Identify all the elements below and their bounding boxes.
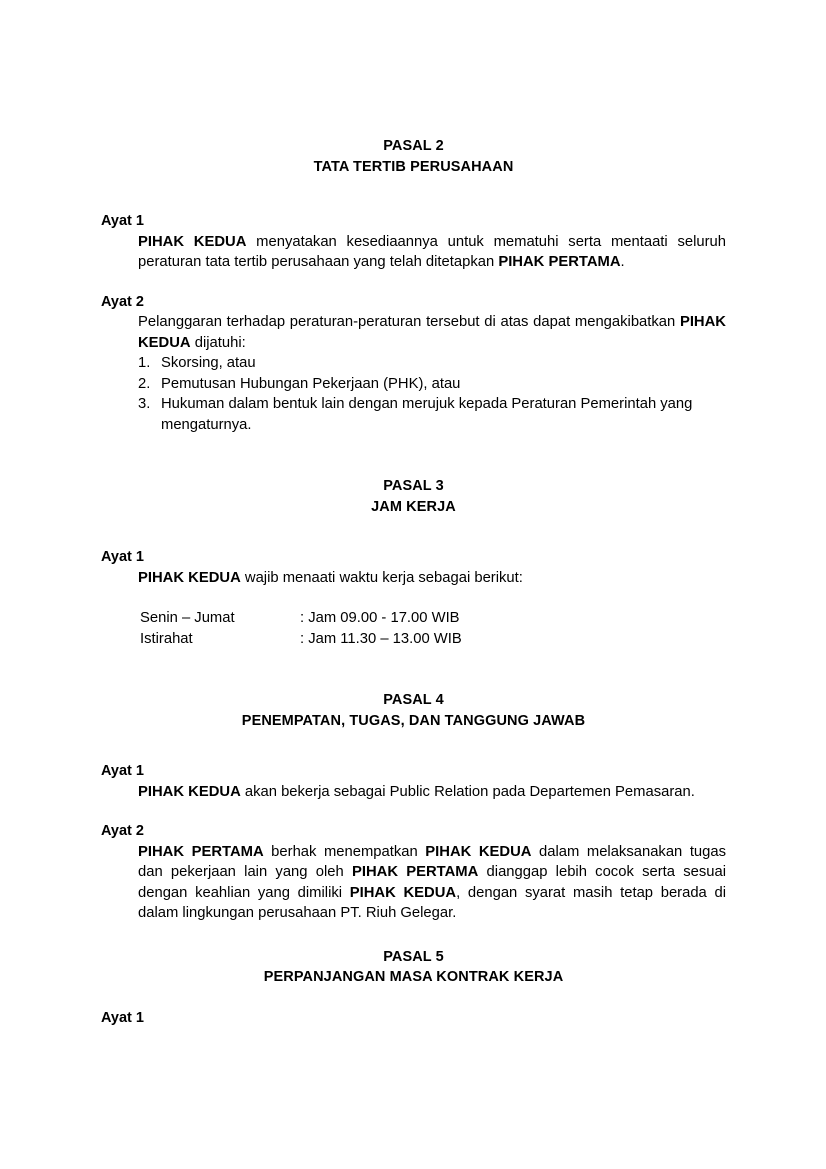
clause-body-pasal4-ayat2	[101, 842, 726, 924]
clause-label-pasal5-ayat1: Ayat 1	[101, 1009, 144, 1026]
section-heading-pasal-5	[101, 947, 726, 988]
work-hours-time-value: : Jam 11.30 – 13.00 WIB	[300, 630, 462, 647]
work-hours-day-label: Senin – Jumat	[140, 610, 235, 626]
heading-pasal-number: PASAL 3	[383, 478, 444, 494]
clause-label-pasal4-ayat2: Ayat 2	[101, 823, 144, 839]
body-text: .	[620, 254, 625, 270]
body-text: dianggap lebih cocok serta sesuai dengan keahlian yang dimiliki	[138, 864, 726, 901]
section-heading-pasal-2	[101, 136, 726, 177]
clause-label-pasal2-ayat1: Ayat 1	[101, 213, 144, 229]
emphasis-text: PIHAK KEDUA	[138, 314, 726, 351]
list-item-text: Skorsing, atau	[161, 355, 256, 371]
clause-body-pasal2-ayat2	[101, 312, 726, 353]
clause-body-pasal2-ayat1	[101, 232, 726, 273]
heading-pasal-title: PERPANJANGAN MASA KONTRAK KERJA	[263, 969, 564, 985]
emphasis-text: PIHAK KEDUA	[138, 783, 241, 800]
section-heading-pasal-4	[101, 690, 726, 731]
body-text: dijatuhi:	[190, 334, 246, 351]
clause-label-pasal2-ayat2: Ayat 2	[101, 293, 144, 310]
heading-pasal-number: PASAL 5	[383, 948, 444, 965]
emphasis-text: PIHAK KEDUA	[138, 569, 241, 586]
list-item-number: 3.	[138, 396, 151, 412]
emphasis-text: PIHAK KEDUA	[349, 884, 457, 901]
list-item-number: 1.	[138, 355, 151, 371]
table-row	[101, 629, 462, 650]
list-item-number: 2.	[138, 375, 151, 392]
list-item	[138, 394, 726, 435]
body-text: dalam melaksanakan tugas dan pekerjaan lain yang oleh	[138, 843, 727, 880]
clause-body-pasal4-ayat1	[101, 782, 726, 803]
body-text: menyatakan kesediaannya untuk mematuhi serta mentaati seluruh peraturan tata tertib perusahaan yang telah ditetapkan	[138, 233, 726, 270]
work-hours-table-body	[101, 608, 462, 649]
emphasis-text: PIHAK KEDUA	[425, 843, 532, 860]
body-text: berhak menempatkan	[263, 843, 426, 860]
section-heading-pasal-3	[101, 476, 726, 517]
heading-pasal-number: PASAL 4	[383, 692, 444, 708]
clause-label-pasal4-ayat1: Ayat 1	[101, 763, 144, 779]
clause-list-pasal2-ayat2	[101, 353, 726, 435]
work-hours-table	[101, 608, 462, 649]
table-row	[101, 608, 462, 629]
work-hours-day-label: Istirahat	[140, 630, 193, 647]
list-item	[138, 374, 726, 395]
body-text: wajib menaati waktu kerja sebagai berikut:	[240, 569, 523, 586]
clause-label-pasal3-ayat1: Ayat 1	[101, 549, 144, 565]
list-item	[138, 353, 726, 374]
list-item-text: Hukuman dalam bentuk lain dengan merujuk kepada Peraturan Pemerintah yang mengaturnya.	[161, 396, 693, 433]
body-text: , dengan syarat masih tetap berada di dalam lingkungan perusahaan PT. Riuh Gelegar.	[138, 884, 726, 921]
body-text: akan bekerja sebagai Public Relation pada Departemen Pemasaran.	[240, 783, 695, 800]
list-item-text: Pemutusan Hubungan Pekerjaan (PHK), atau	[161, 375, 461, 392]
work-hours-time-value: : Jam 09.00 - 17.00 WIB	[300, 610, 460, 626]
document-content	[101, 136, 726, 1028]
heading-pasal-title: TATA TERTIB PERUSAHAAN	[313, 158, 514, 175]
clause-body-pasal3-ayat1	[101, 568, 726, 589]
body-text: Pelanggaran terhadap peraturan-peraturan tersebut di atas dapat mengakibatkan	[138, 314, 680, 330]
emphasis-text: PIHAK PERTAMA	[498, 254, 621, 270]
emphasis-text: PIHAK KEDUA	[138, 233, 247, 250]
heading-pasal-title: JAM KERJA	[371, 498, 456, 515]
emphasis-text: PIHAK PERTAMA	[138, 843, 264, 860]
emphasis-text: PIHAK PERTAMA	[351, 864, 479, 880]
heading-pasal-title: PENEMPATAN, TUGAS, DAN TANGGUNG JAWAB	[241, 712, 586, 729]
heading-pasal-number: PASAL 2	[383, 138, 444, 154]
